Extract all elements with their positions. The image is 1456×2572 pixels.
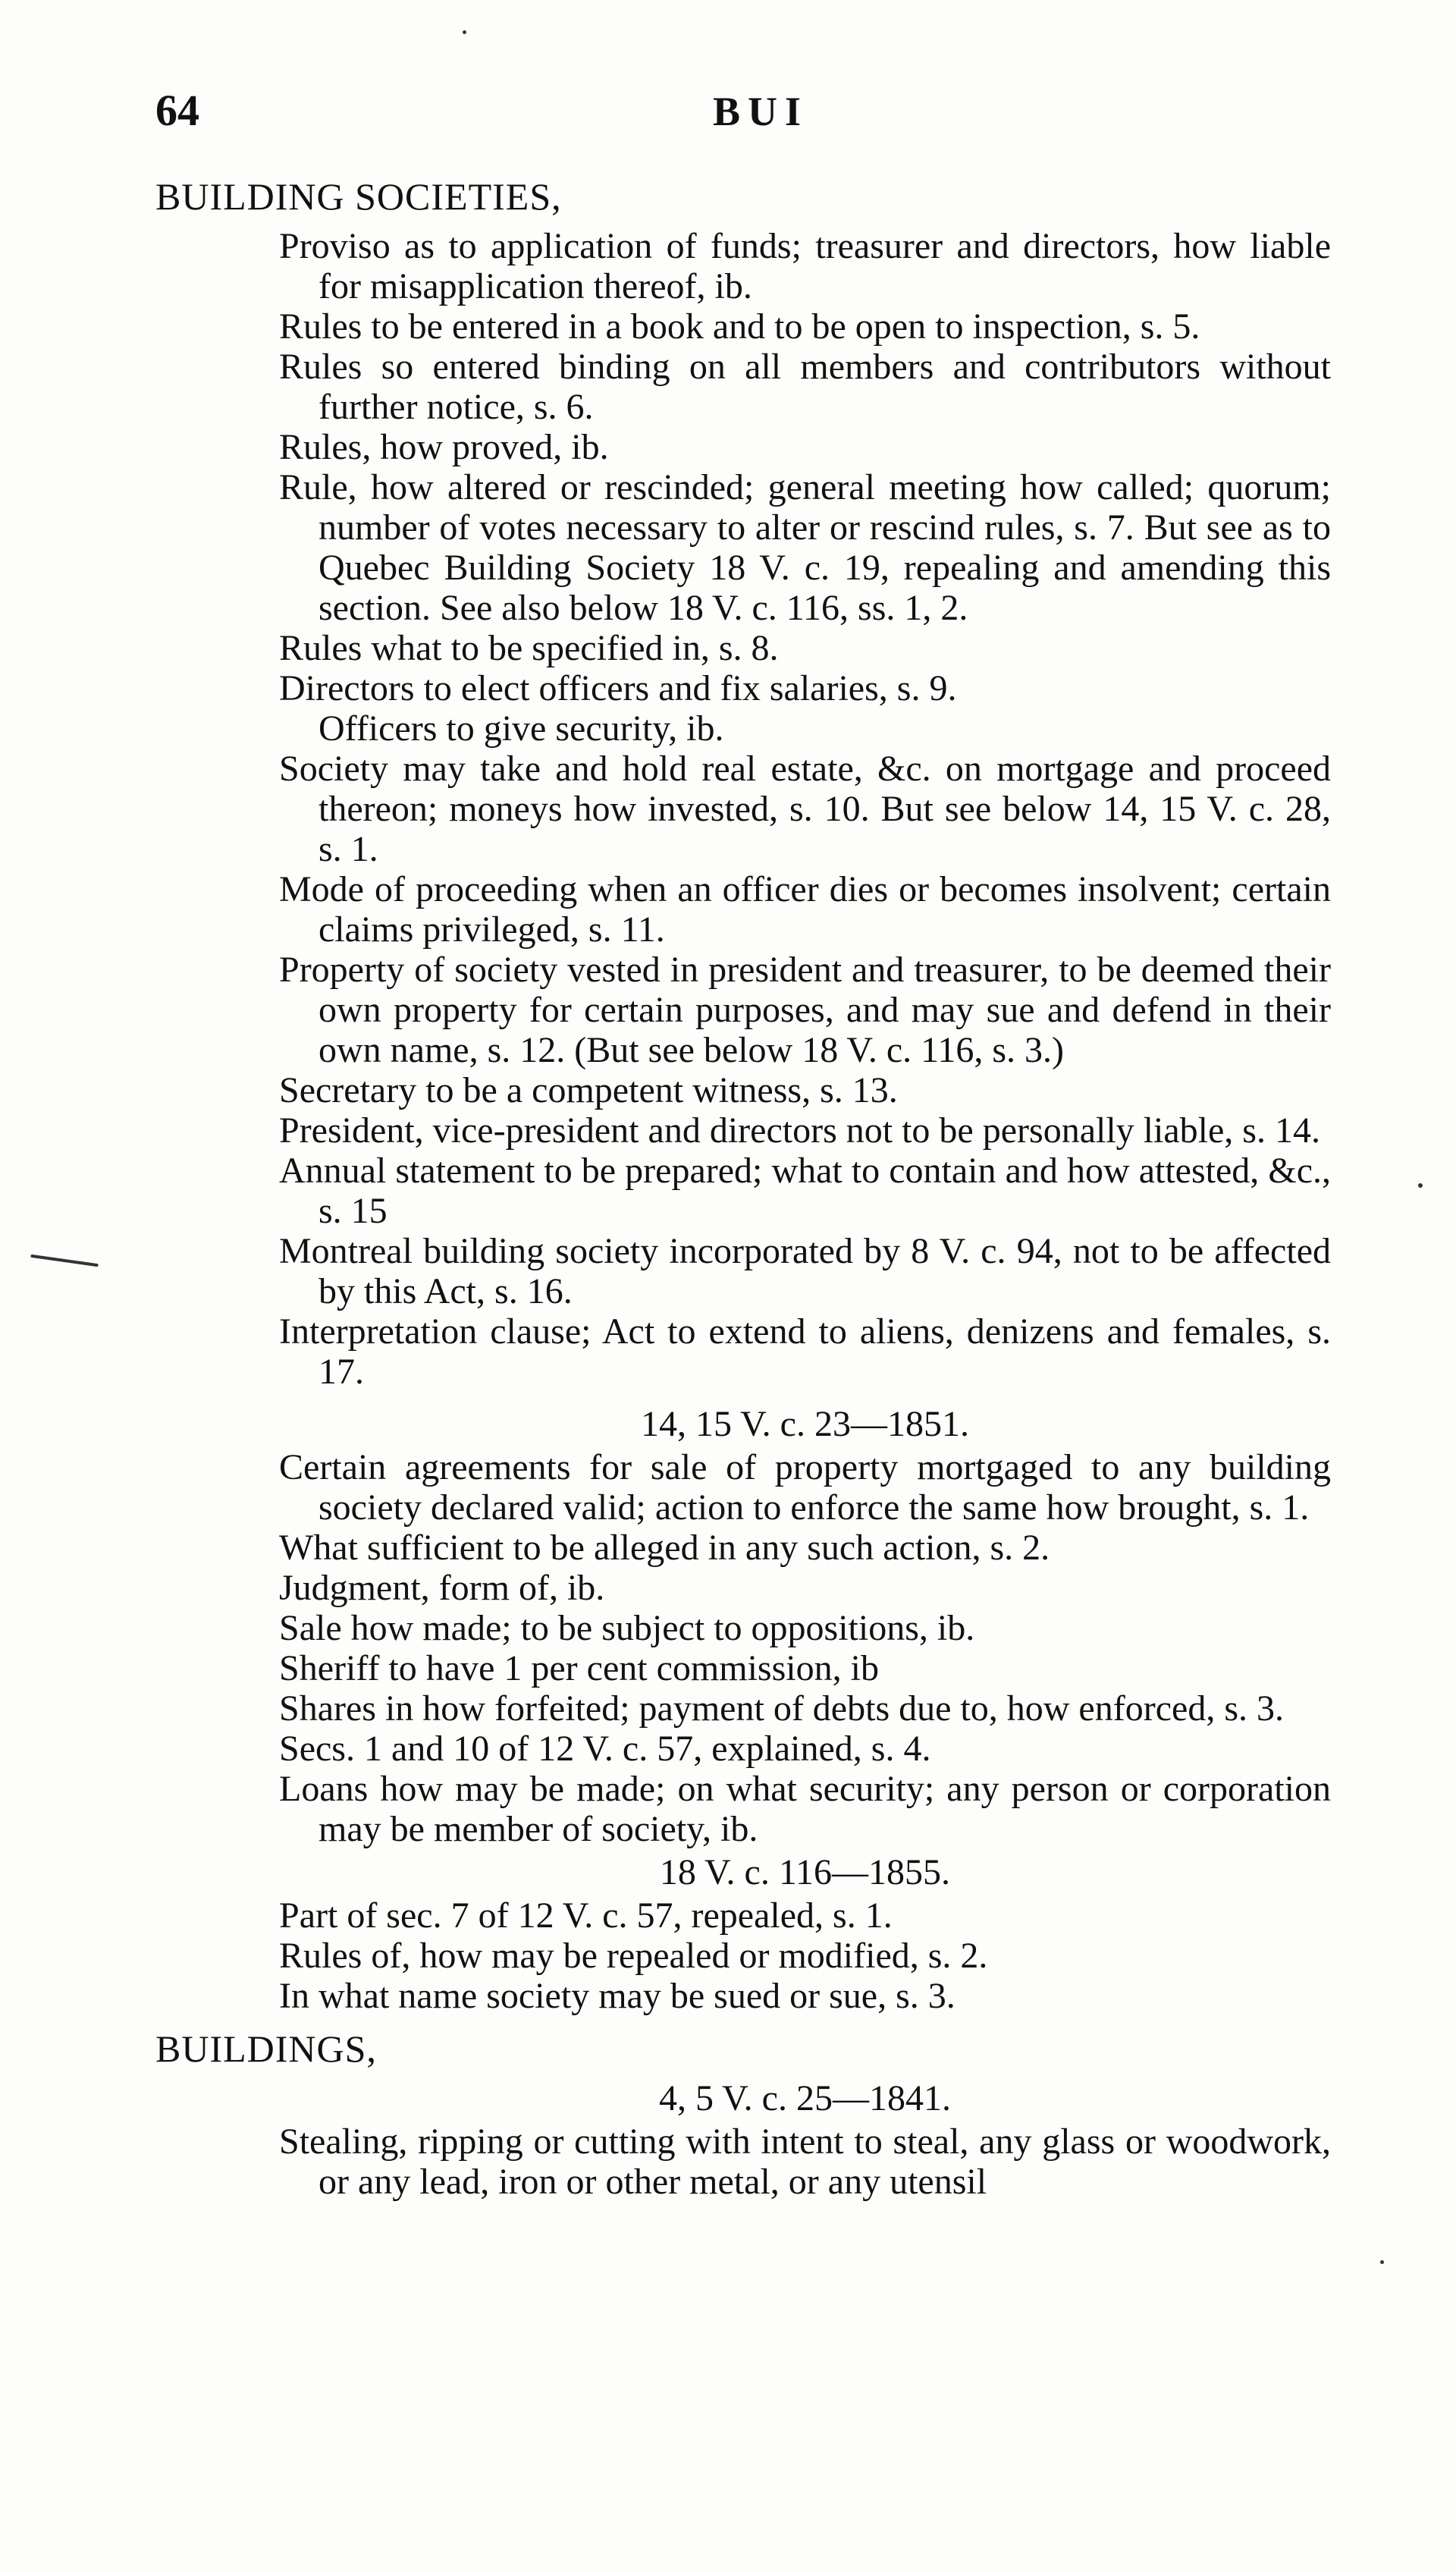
act-subheading: 18 V. c. 116—1855. xyxy=(659,1852,951,1892)
index-entry: Officers to give security, ib. xyxy=(318,708,724,749)
index-entry: Rules what to be specified in, s. 8. xyxy=(279,628,779,668)
index-entry: Montreal building society incorporated by 8 V. c. 94, not to be affected by this Act, s. 16. xyxy=(279,1231,1331,1311)
index-content xyxy=(155,176,1331,2202)
scan-mark xyxy=(463,30,466,34)
index-entry: What sufficient to be alleged in any such action, s. 2. xyxy=(279,1528,1050,1568)
index-entry: Interpretation clause; Act to extend to aliens, denizens and females, s. 17. xyxy=(279,1311,1331,1392)
scan-mark xyxy=(1418,1183,1423,1188)
act-subheading: 14, 15 V. c. 23—1851. xyxy=(641,1404,969,1444)
index-entry: Annual statement to be prepared; what to contain and how attested, &c., s. 15 xyxy=(279,1151,1331,1231)
page-number: 64 xyxy=(155,86,199,135)
index-entry: Shares in how forfeited; payment of debts due to, how enforced, s. 3. xyxy=(279,1688,1284,1729)
index-entry: Proviso as to application of funds; treasurer and directors, how liable for misapplication thereof, ib. xyxy=(279,226,1331,306)
index-entry: Rules, how proved, ib. xyxy=(279,427,609,467)
index-entry: Secretary to be a competent witness, s. 13. xyxy=(279,1070,898,1110)
index-entry: Society may take and hold real estate, &c. on mortgage and proceed thereon; moneys how invested, s. 10. But see below 14, 15 V. c. 28, s. 1. xyxy=(279,749,1331,869)
index-entry: Mode of proceeding when an officer dies or becomes insolvent; certain claims privileged, s. 11. xyxy=(279,869,1331,950)
index-entry: Rules so entered binding on all members and contributors without further notice, s. 6. xyxy=(279,347,1331,427)
act-subheading: 4, 5 V. c. 25—1841. xyxy=(659,2078,951,2118)
running-head: BUI xyxy=(713,89,809,134)
index-entry: Part of sec. 7 of 12 V. c. 57, repealed, s. 1. xyxy=(279,1895,893,1936)
index-entry: Certain agreements for sale of property mortgaged to any building society declared valid; action to enforce the same how brought, s. 1. xyxy=(279,1447,1331,1528)
index-entry: In what name society may be sued or sue, s. 3. xyxy=(279,1976,956,2016)
index-entry: Sale how made; to be subject to oppositions, ib. xyxy=(279,1608,975,1648)
scan-mark xyxy=(30,1255,99,1267)
index-entry: Directors to elect officers and fix salaries, s. 9. xyxy=(279,668,957,708)
index-entry: Secs. 1 and 10 of 12 V. c. 57, explained, s. 4. xyxy=(279,1729,931,1769)
index-entry: President, vice-president and directors not to be personally liable, s. 14. xyxy=(279,1110,1320,1151)
index-entry: Judgment, form of, ib. xyxy=(279,1568,605,1608)
index-entry: Stealing, ripping or cutting with intent to steal, any glass or woodwork, or any lead, iron or other metal, or any utensil xyxy=(279,2121,1331,2202)
page-header xyxy=(155,85,1293,146)
scan-mark xyxy=(1380,2260,1384,2264)
index-entry: Rule, how altered or rescinded; general meeting how called; quorum; number of votes necessary to alter or rescind rules, s. 7. But see as to Quebec Building Society 18 V. c. 19, repealing and amending this section. See also below 18 V. c. 116, ss. 1, 2. xyxy=(279,467,1331,628)
index-entry: Rules of, how may be repealed or modified, s. 2. xyxy=(279,1936,988,1976)
index-entry: Property of society vested in president and treasurer, to be deemed their own property for certain purposes, and may sue and defend in their own name, s. 12. (But see below 18 V. c. 116, s. 3.) xyxy=(279,950,1331,1070)
index-entry: Sheriff to have 1 per cent commission, ib xyxy=(279,1648,879,1688)
index-entry: Rules to be entered in a book and to be open to inspection, s. 5. xyxy=(279,306,1200,347)
section-heading-buildings: BUILDINGS, xyxy=(155,2027,377,2070)
section-heading-building-societies: BUILDING SOCIETIES, xyxy=(155,175,562,218)
index-entry: Loans how may be made; on what security; any person or corporation may be member of society, ib. xyxy=(279,1769,1331,1849)
